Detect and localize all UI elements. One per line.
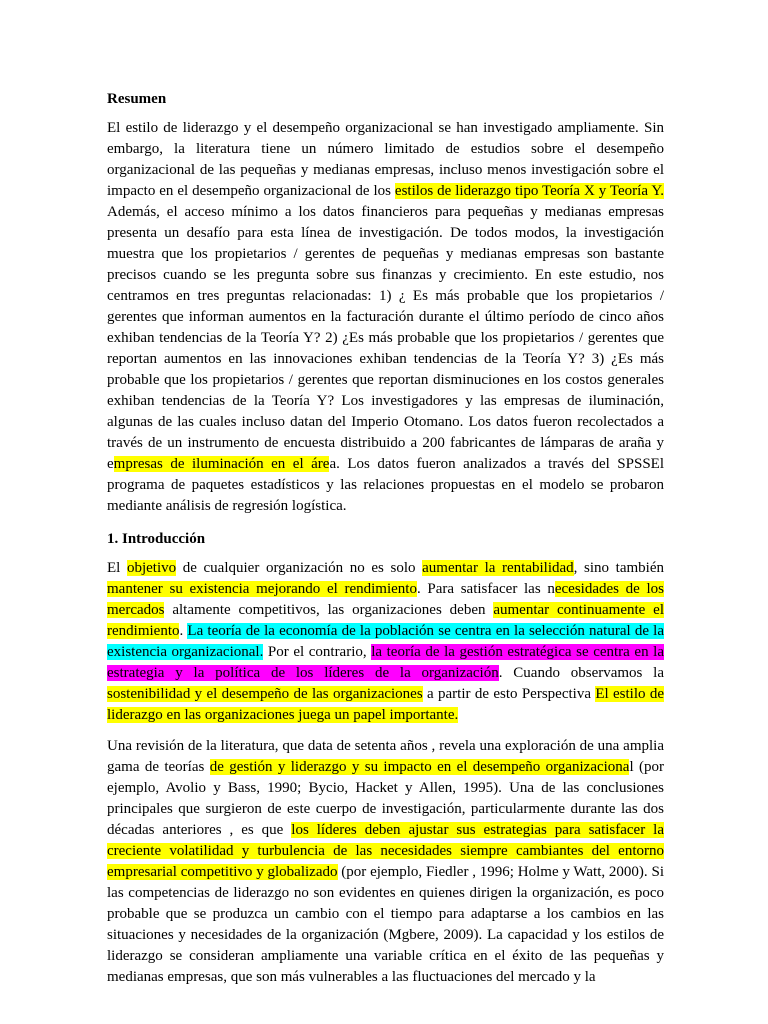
introduccion-heading: 1. Introducción [107, 531, 206, 547]
text-run: Por el contrario, [263, 644, 372, 660]
highlighted-text: objetivo [126, 560, 177, 576]
text-run: a partir de esto Perspectiva [422, 686, 596, 702]
highlighted-text: de gestión y liderazgo y su impacto en el desempeño organizaciona [209, 759, 630, 775]
text-run: l (por ejemplo, Avolio y Bass, 1990; Bycio, Hacket y Allen, 1995). Una de las conclusiones principales que surgieron de este cuerpo de investigación, particularmente durante las dos décadas anteriores , es que [107, 759, 664, 838]
highlighted-text: El estilo de liderazgo en las organizaciones juega un papel importante. [107, 686, 664, 723]
highlighted-text: mantener su existencia mejorando el rendimiento [107, 581, 417, 597]
text-run: El estilo de liderazgo y el desempeño organizacional se han investigado ampliamente. Sin embargo, la literatura tiene un número limitado de estudios sobre el desempeño organizacional de las pequeñas y medianas empresas, incluso menos investigación sobre el impacto en el desempeño organizacional de los [107, 120, 664, 199]
text-run: altamente competitivos, las organizaciones deben [164, 602, 494, 618]
highlighted-text: sostenibilidad y el desempeño de las organizaciones [107, 686, 423, 702]
text-run: de cualquier organización no es solo [176, 560, 423, 576]
highlighted-text: mpresas de iluminación en el áre [113, 456, 330, 472]
introduccion-paragraph-2 [107, 736, 664, 988]
text-run: El [107, 560, 127, 576]
highlighted-text: estilos de liderazgo tipo Teoría X y Teoría Y. [394, 183, 664, 199]
highlighted-text: aumentar continuamente el rendimiento [107, 602, 664, 639]
resumen-heading: Resumen [107, 91, 167, 107]
highlighted-text: La teoría de la economía de la población se centra en la selección natural de la existencia organizacional. [107, 623, 665, 660]
text-run: Además, el acceso mínimo a los datos financieros para pequeñas y medianas empresas presenta un desafío para esta línea de investigación. De todos modos, la investigación muestra que los propietarios / gerentes de pequeñas y medianas empresas son bastante precisos cuando se les pregunta sobre sus finanzas y crecimiento. En este estudio, nos centramos en tres preguntas relacionadas: 1) ¿ Es más probable que los propietarios / gerentes que informan aumentos en la facturación durante el último período de cinco años exhiban tendencias de la Teoría Y? 2) ¿Es más probable que los propietarios / gerentes que reportan aumentos en las innovaciones exhiban tendencias de la Teoría Y? 3) ¿Es más probable que los propietarios / gerentes que reportan disminuciones en los costos generales exhiban tendencias de la Teoría Y? Los investigadores y las empresas de iluminación, algunas de las cuales incluso datan del Imperio Otomano. Los datos fueron recolectados a través de un instrumento de encuesta distribuido a 200 fabricantes de lámparas de araña y e [107, 204, 664, 472]
text-run: , sino también [573, 560, 664, 576]
highlighted-text: la teoría de la gestión estratégica se centra en la estrategia y la política de los líderes de la organización [107, 644, 664, 681]
text-run: . [179, 623, 188, 639]
highlighted-text: los líderes deben ajustar sus estrategias para satisfacer la creciente volatilidad y turbulencia de las necesidades siempre cambiantes del entorno empresarial competitivo y globalizado [107, 822, 664, 880]
text-run: (por ejemplo, Fiedler , 1996; Holme y Watt, 2000). Si las competencias de liderazgo no son evidentes en quienes dirigen la organización, es poco probable que se produzca un cambio con el tiempo para adaptarse a los cambios en las situaciones y necesidades de la organización (Mgbere, 2009). La capacidad y los estilos de liderazgo se consideran ampliamente una variable crítica en el éxito de las pequeñas y medianas empresas, que son más vulnerables a las fluctuaciones del mercado y la [107, 864, 664, 985]
text-run: Una revisión de la literatura, que data de setenta años , revela una exploración de una amplia gama de teorías [107, 738, 664, 775]
text-run: . Para satisfacer las n [416, 581, 555, 597]
text-run: . Cuando observamos la [498, 665, 665, 681]
highlighted-text: ecesidades de los mercados [107, 581, 665, 618]
introduccion-paragraph-1 [107, 558, 664, 726]
highlighted-text: aumentar la rentabilidad [422, 560, 574, 576]
text-run: a. Los datos fueron analizados a través del SPSSEl programa de paquetes estadísticos y las relaciones propuestas en el modelo se probaron mediante análisis de regresión logística. [107, 456, 664, 514]
resumen-paragraph [107, 118, 664, 517]
